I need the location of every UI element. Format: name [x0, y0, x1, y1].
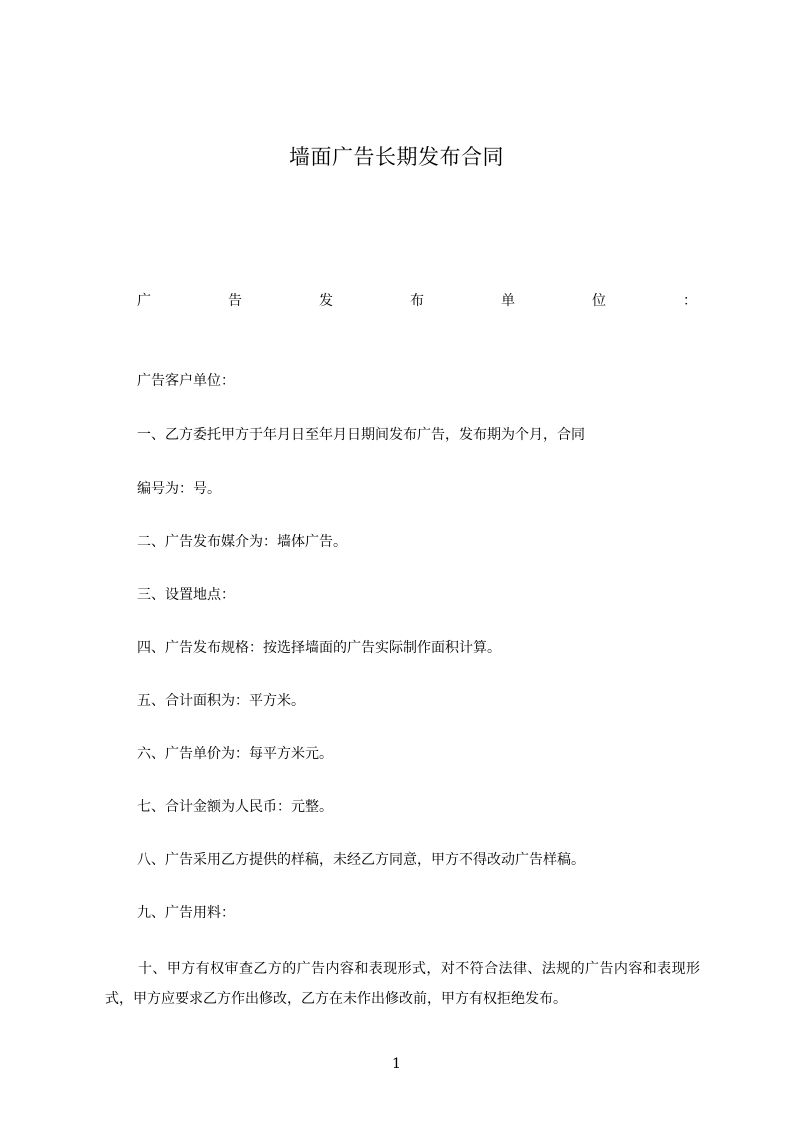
- publisher-label-char: 位: [592, 293, 606, 309]
- clause-10: 十、甲方有权审查乙方的广告内容和表现形式，对不符合法律、法规的广告内容和表现形式，甲方应要求乙方作出修改，乙方在未作出修改前，甲方有权拒绝发布。: [105, 961, 700, 1007]
- publisher-label-char: 广: [137, 293, 151, 309]
- clause-4: 四、广告发布规格：按选择墙面的广告实际制作面积计算。: [137, 640, 501, 656]
- publisher-label-char: 单: [501, 293, 515, 309]
- publisher-label-char: 告: [228, 293, 242, 309]
- publisher-label: [137, 290, 697, 312]
- clause-1-line-2: 编号为：号。: [137, 481, 221, 497]
- publisher-label-char: 发: [319, 293, 333, 309]
- document-title: 墙面广告长期发布合同: [289, 145, 504, 169]
- clause-7: 七、合计金额为人民币：元整。: [137, 799, 333, 815]
- clause-5: 五、合计面积为：平方米。: [137, 693, 305, 709]
- publisher-label-char: 布: [410, 293, 424, 309]
- clause-1-line-1: 一、乙方委托甲方于年月日至年月日期间发布广告，发布期为个月，合同: [137, 427, 585, 443]
- clause-8: 八、广告采用乙方提供的样稿，未经乙方同意，甲方不得改动广告样稿。: [137, 852, 585, 868]
- clause-9: 九、广告用料：: [137, 905, 235, 921]
- publisher-label-char: ：: [683, 293, 697, 309]
- clause-6: 六、广告单价为：每平方米元。: [137, 746, 333, 762]
- clause-2: 二、广告发布媒介为：墙体广告。: [137, 534, 347, 550]
- page-number: 1: [392, 1056, 401, 1072]
- client-label: 广告客户单位：: [137, 373, 235, 389]
- clause-3: 三、设置地点：: [137, 587, 235, 603]
